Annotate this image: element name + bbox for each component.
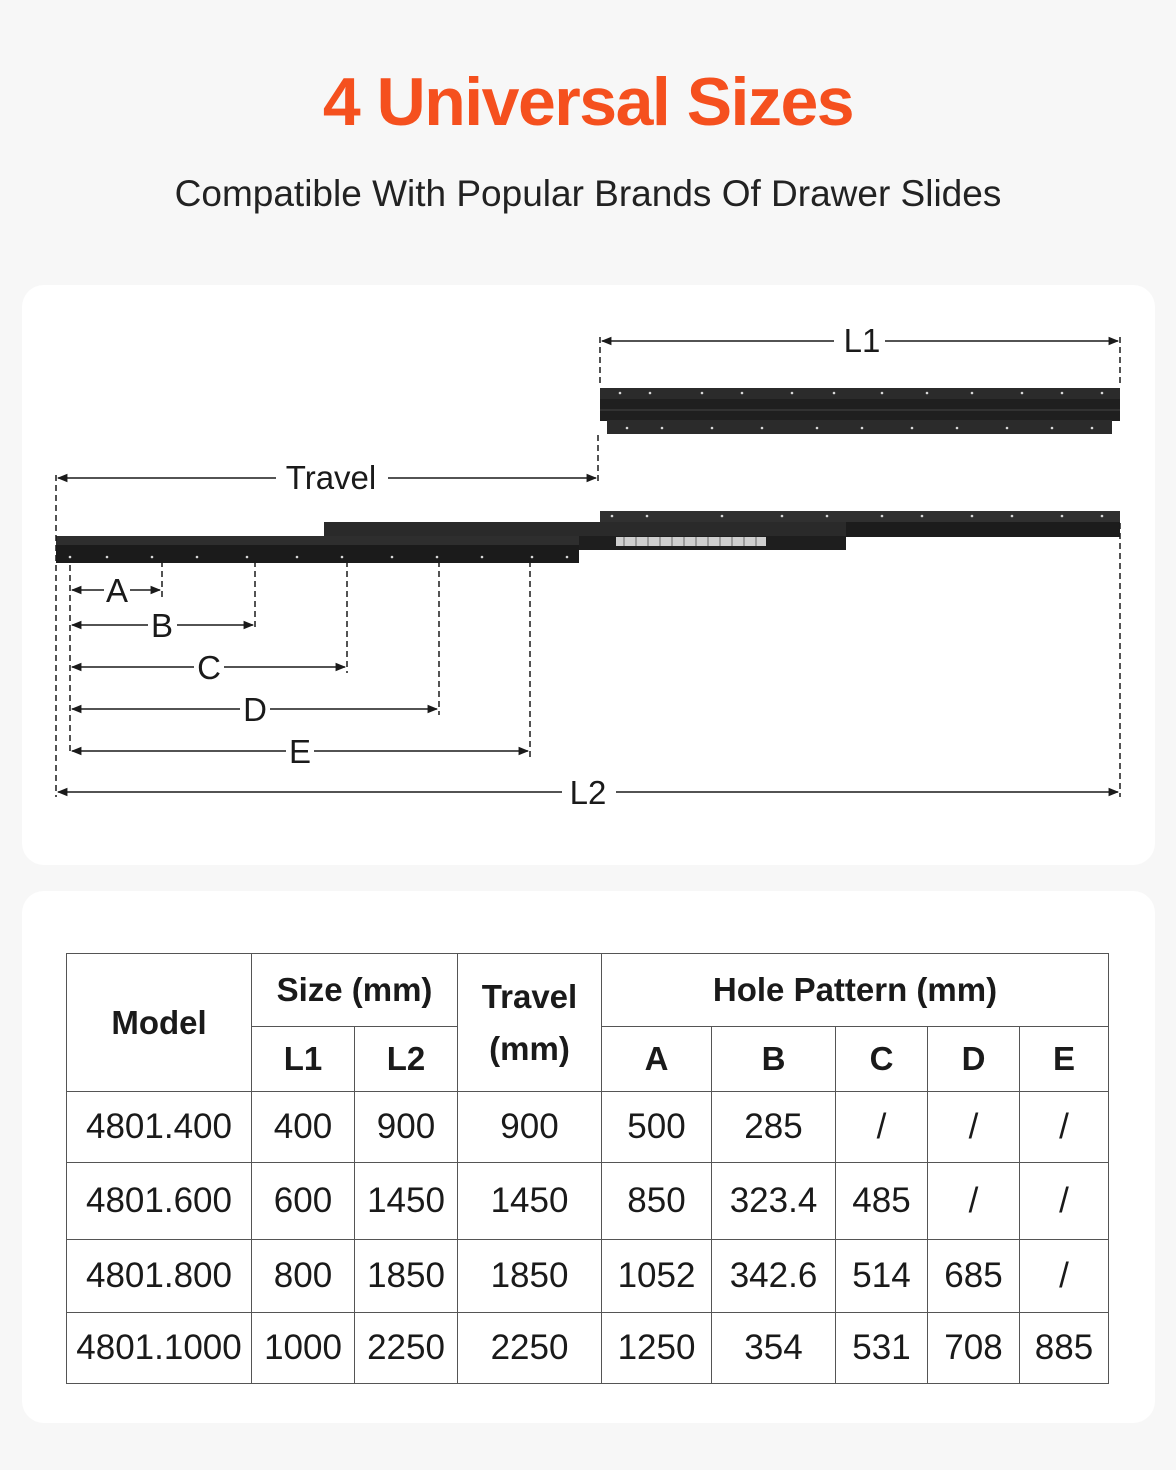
cell-l2: 1850 bbox=[355, 1240, 458, 1313]
inner-rail bbox=[600, 388, 1120, 434]
header-b: B bbox=[712, 1027, 836, 1092]
header-a: A bbox=[602, 1027, 712, 1092]
cell-b: 285 bbox=[712, 1092, 836, 1163]
cell-l1: 800 bbox=[252, 1240, 355, 1313]
cell-model: 4801.400 bbox=[67, 1092, 252, 1163]
cell-b: 342.6 bbox=[712, 1240, 836, 1313]
header-e: E bbox=[1020, 1027, 1109, 1092]
cell-d: / bbox=[928, 1163, 1020, 1240]
cell-e: / bbox=[1020, 1240, 1109, 1313]
cell-b: 354 bbox=[712, 1313, 836, 1384]
header-l2: L2 bbox=[355, 1027, 458, 1092]
cell-e: 885 bbox=[1020, 1313, 1109, 1384]
cell-l1: 600 bbox=[252, 1163, 355, 1240]
outer-rail bbox=[56, 536, 579, 563]
cell-d: / bbox=[928, 1092, 1020, 1163]
cell-travel: 1450 bbox=[458, 1163, 602, 1240]
header-model: Model bbox=[67, 954, 252, 1092]
header-hole-pattern: Hole Pattern (mm) bbox=[602, 954, 1109, 1027]
cell-c: / bbox=[836, 1092, 928, 1163]
cell-e: / bbox=[1020, 1163, 1109, 1240]
cell-a: 500 bbox=[602, 1092, 712, 1163]
label-c: C bbox=[197, 649, 221, 686]
label-travel: Travel bbox=[285, 459, 377, 496]
cell-l2: 1450 bbox=[355, 1163, 458, 1240]
table-row bbox=[67, 1240, 1109, 1313]
cell-c: 514 bbox=[836, 1240, 928, 1313]
cell-a: 850 bbox=[602, 1163, 712, 1240]
label-e: E bbox=[288, 733, 312, 770]
label-b: B bbox=[150, 607, 174, 644]
table-row bbox=[67, 1092, 1109, 1163]
cell-c: 531 bbox=[836, 1313, 928, 1384]
header-c: C bbox=[836, 1027, 928, 1092]
cell-model: 4801.600 bbox=[67, 1163, 252, 1240]
header-d: D bbox=[928, 1027, 1020, 1092]
cell-model: 4801.1000 bbox=[67, 1313, 252, 1384]
cell-travel: 1850 bbox=[458, 1240, 602, 1313]
cell-l1: 400 bbox=[252, 1092, 355, 1163]
cell-l1: 1000 bbox=[252, 1313, 355, 1384]
header-l1: L1 bbox=[252, 1027, 355, 1092]
drawer-slide-diagram bbox=[22, 285, 1155, 865]
cell-travel: 2250 bbox=[458, 1313, 602, 1384]
diagram-card bbox=[22, 285, 1155, 865]
page-subtitle: Compatible With Popular Brands Of Drawer Slides bbox=[174, 173, 1002, 214]
cell-travel: 900 bbox=[458, 1092, 602, 1163]
page-title: 4 Universal Sizes bbox=[322, 64, 854, 140]
header-travel-line1: Travel bbox=[481, 977, 578, 1015]
label-l1: L1 bbox=[843, 322, 881, 359]
cell-c: 485 bbox=[836, 1163, 928, 1240]
cell-d: 685 bbox=[928, 1240, 1020, 1313]
table-row bbox=[67, 1163, 1109, 1240]
cell-model: 4801.800 bbox=[67, 1240, 252, 1313]
label-l2: L2 bbox=[569, 774, 607, 811]
cell-a: 1052 bbox=[602, 1240, 712, 1313]
cell-e: / bbox=[1020, 1092, 1109, 1163]
cell-l2: 900 bbox=[355, 1092, 458, 1163]
header-travel bbox=[458, 954, 602, 1092]
label-d: D bbox=[243, 691, 267, 728]
cell-b: 323.4 bbox=[712, 1163, 836, 1240]
label-a: A bbox=[105, 572, 129, 609]
header-size: Size (mm) bbox=[252, 954, 458, 1027]
table-row bbox=[67, 1313, 1109, 1384]
cell-d: 708 bbox=[928, 1313, 1020, 1384]
cell-a: 1250 bbox=[602, 1313, 712, 1384]
header-travel-line2: (mm) bbox=[489, 1029, 570, 1067]
sizes-table bbox=[66, 953, 1109, 1384]
table-card bbox=[22, 891, 1155, 1423]
cell-l2: 2250 bbox=[355, 1313, 458, 1384]
